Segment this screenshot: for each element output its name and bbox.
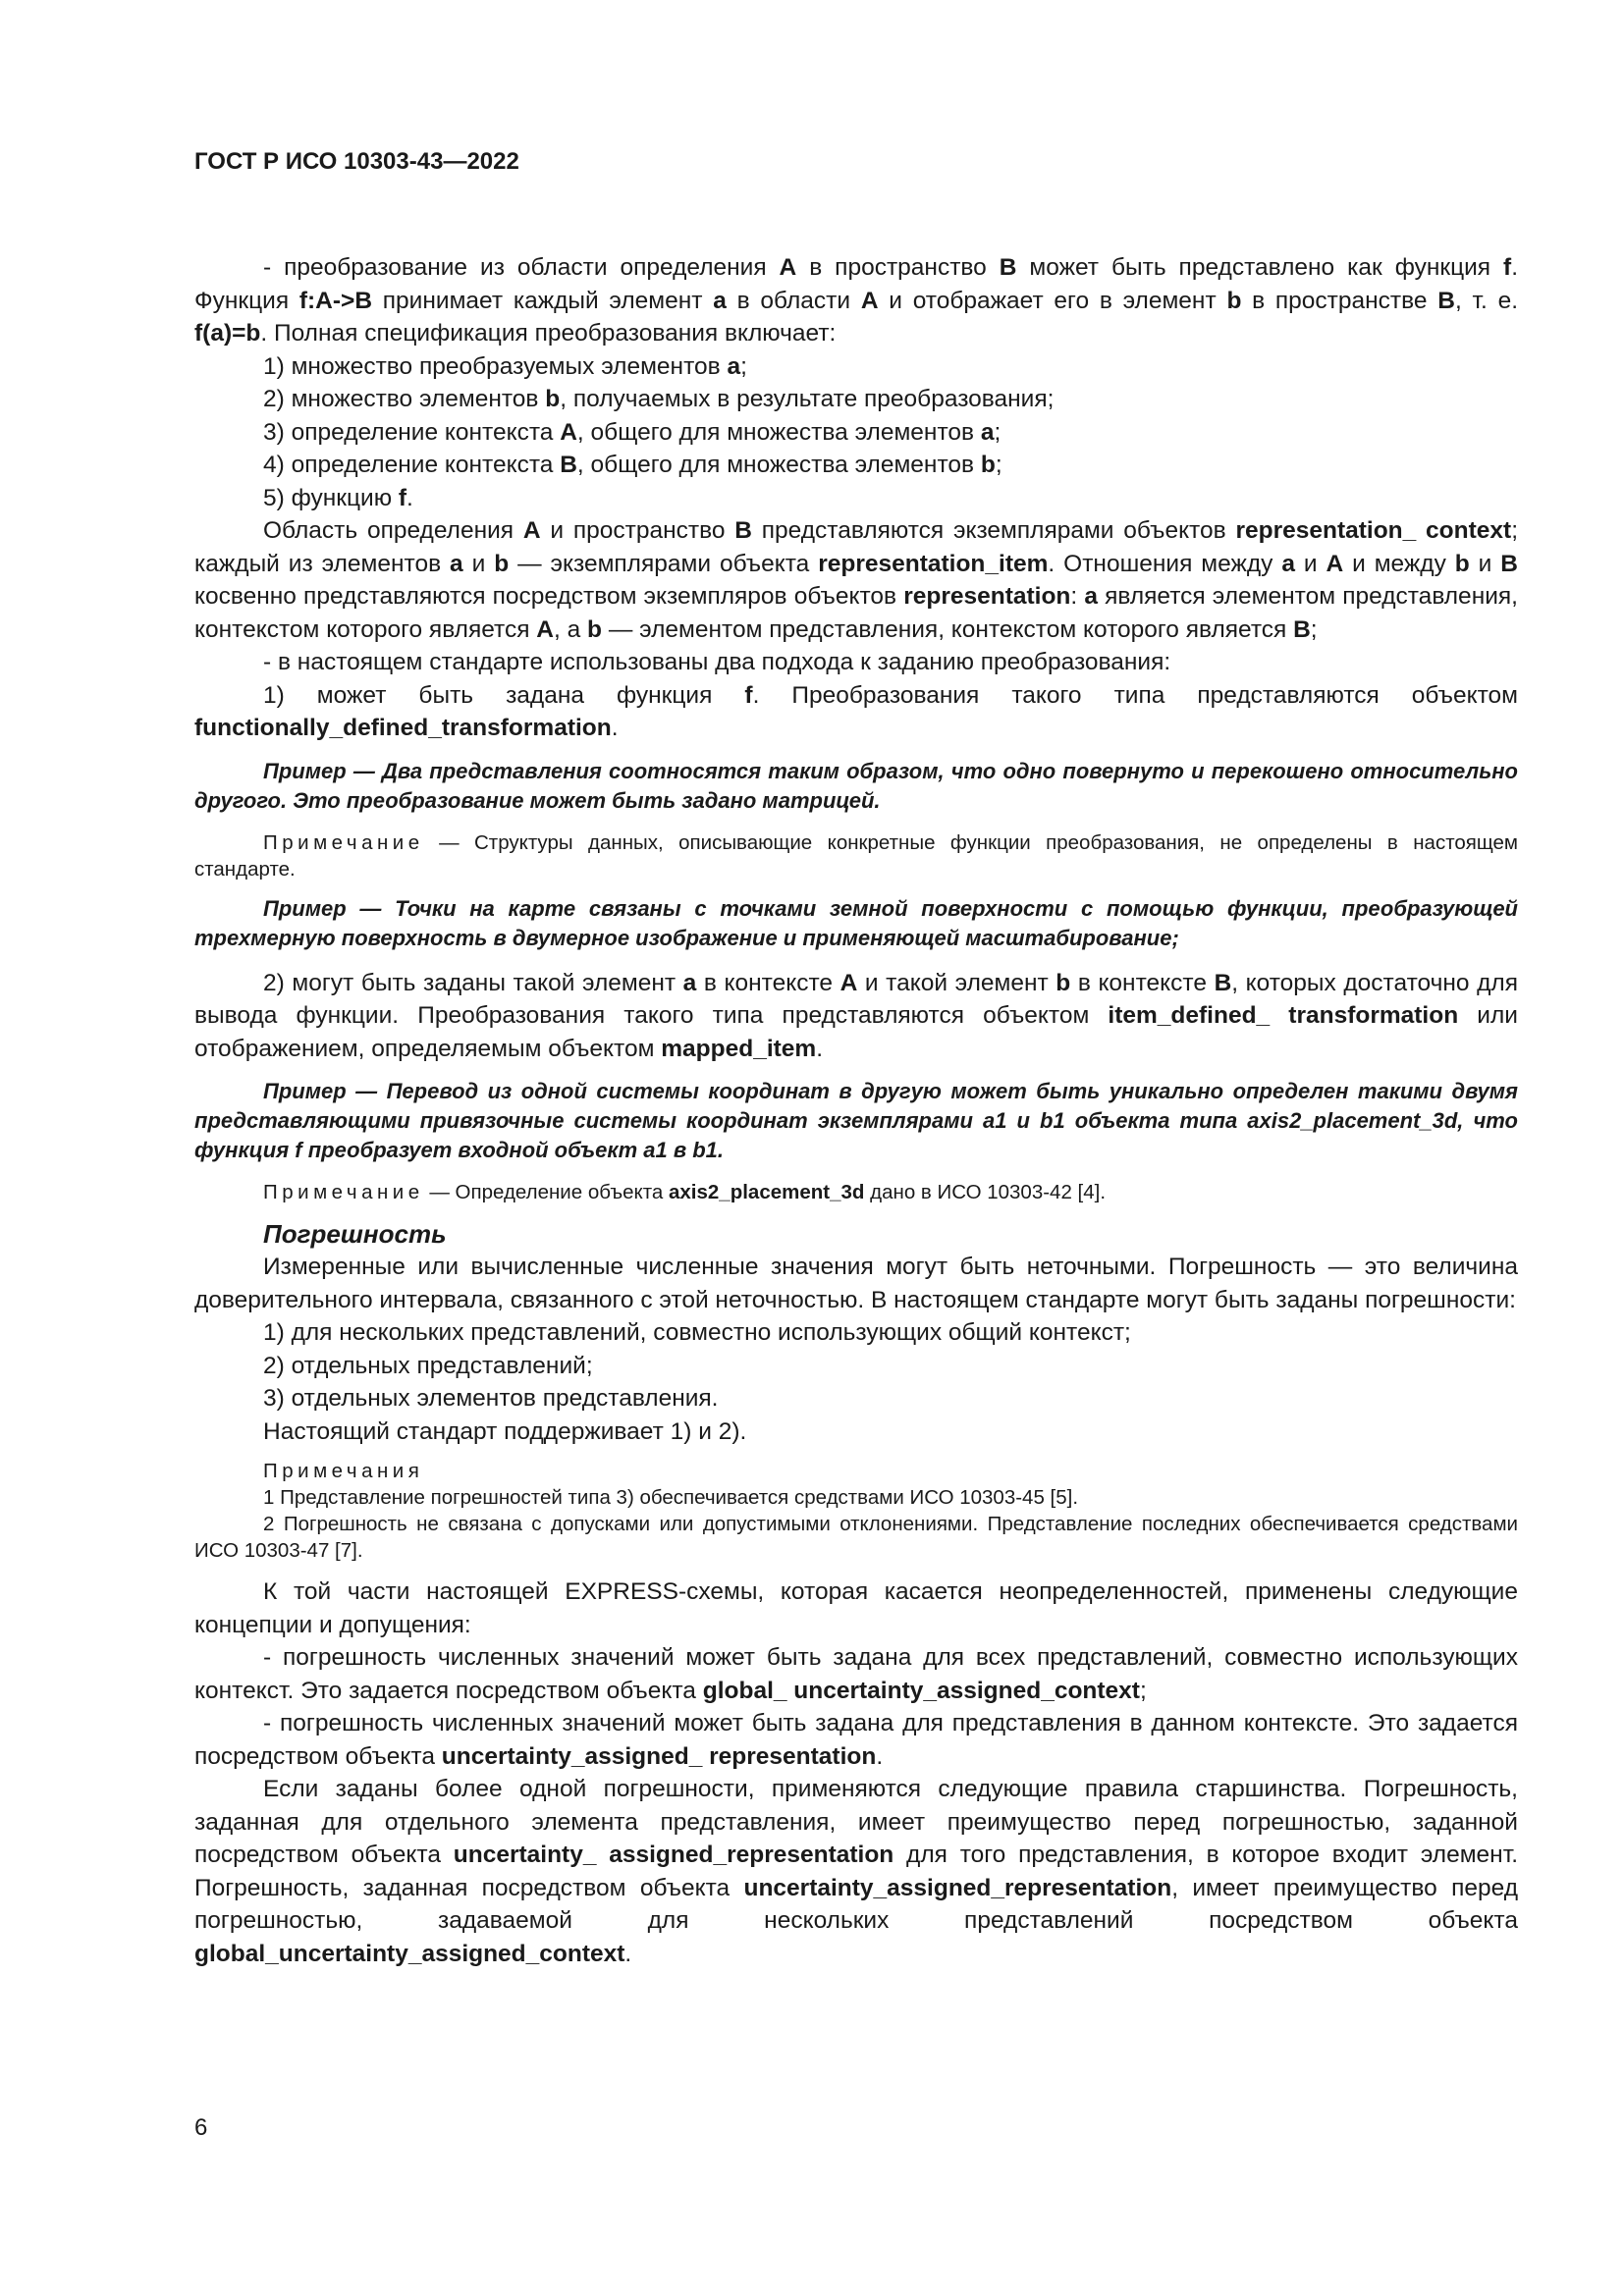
document-body <box>194 251 1518 1970</box>
list-item: 4) определение контекста B, общего для множества элементов b; <box>263 452 1002 478</box>
note-item: 1 Представление погрешностей типа 3) обеспечивается средствами ИСО 10303-45 [5]. <box>263 1486 1079 1509</box>
page-number: 6 <box>194 2114 208 2141</box>
example: Пример — Точки на карте связаны с точками земной поверхности с помощью функции, преобразующей трехмерную поверхность в двумерное изображение и применяющей масштабирование; <box>194 895 1518 950</box>
list-item: 3) отдельных элементов представления. <box>263 1385 719 1412</box>
list-item: 3) определение контекста A, общего для множества элементов a; <box>263 418 1001 446</box>
paragraph: 1) может быть задана функция f. Преобразования такого типа представляются объектом functionally_defined_transformation. <box>194 681 1518 741</box>
paragraph: - погрешность численных значений может быть задана для всех представлений, совместно использующих контекст. Это задается посредством объекта global_ uncertainty_assigned_context; <box>194 1644 1518 1704</box>
paragraph: Область определения A и пространство B представляются экземплярами объектов representation_ context; каждый из элементов a и b — экземплярами объекта representation_item. Отношения между a и A и между b и B косвенно представляются посредством экземпляров объектов representation: a является элементом представления, контекстом которого является A, а b — элементом представления, контекстом которого является B; <box>194 517 1518 643</box>
paragraph: - преобразование из области определения A в пространство B может быть представлено как функция f. Функция f:A->B принимает каждый элемент a в области A и отображает его в элемент b в пространстве B, т. е. f(a)=b. Полная спецификация преобразования включает: <box>194 254 1519 347</box>
list-item: 5) функцию f. <box>263 484 413 511</box>
list-item: 1) для нескольких представлений, совместно использующих общий контекст; <box>263 1319 1131 1346</box>
note <box>194 1179 1518 1205</box>
example: Пример — Два представления соотносятся таким образом, что одно повернуто и перекошено относительно другого. Это преобразование может быть задано матрицей. <box>194 758 1518 813</box>
paragraph: Измеренные или вычисленные численные значения могут быть неточными. Погрешность — это величина доверительного интервала, связанного с этой неточностью. В настоящем стандарте могут быть заданы погрешности: <box>194 1254 1518 1313</box>
paragraph: 2) могут быть заданы такой элемент a в контексте A и такой элемент b в контексте B, которых достаточно для вывода функции. Преобразования такого типа представляются объектом item_defined_ transformation или отображением, определяемым объектом mapped_item. <box>194 969 1518 1062</box>
note-text: — Структуры данных, описывающие конкретные функции преобразования, не определены в настоящем стандарте. <box>194 830 1518 881</box>
list-item: Настоящий стандарт поддерживает 1) и 2). <box>263 1417 747 1445</box>
list-item: - в настоящем стандарте использованы два подхода к заданию преобразования: <box>263 649 1171 675</box>
example: Пример — Перевод из одной системы координат в другую может быть уникально определен такими двумя представляющими привязочные системы координат экземплярами a1 и b1 объекта типа axis2_placement_3d, что функция f преобразует входной объект a1 в b1. <box>194 1079 1518 1162</box>
note <box>194 829 1518 882</box>
paragraph: К той части настоящей EXPRESS-схемы, которая касается неопределенностей, применены следующие концепции и допущения: <box>194 1578 1518 1638</box>
list-item: 2) множество элементов b, получаемых в результате преобразования; <box>263 386 1055 412</box>
note-label: Примечание <box>263 830 424 854</box>
note-item: 2 Погрешность не связана с допусками или допустимыми отклонениями. Представление последних обеспечивается средствами ИСО 10303-47 [7]. <box>194 1513 1518 1562</box>
document-page <box>194 147 1518 1970</box>
paragraph: Если заданы более одной погрешности, применяются следующие правила старшинства. Погрешность, заданная для отдельного элемента представления, имеет преимущество перед погрешностью, заданной посредством объекта uncertainty_ assigned_representation для того представления, в которое входит элемент. Погрешность, заданная посредством объекта uncertainty_assigned_representation, имеет преимущество перед погрешностью, задаваемой для нескольких представлений посредством объекта global_uncertainty_assigned_context. <box>194 1776 1519 1967</box>
list-item: 2) отдельных представлений; <box>263 1352 593 1379</box>
note-label: Примечание <box>263 1181 424 1203</box>
notes-heading: Примечания <box>263 1460 424 1482</box>
section-title: Погрешность <box>263 1219 447 1249</box>
paragraph: - погрешность численных значений может быть задана для представления в данном контексте. Это задается посредством объекта uncertainty_assigned_ representation. <box>194 1710 1518 1770</box>
list-item: 1) множество преобразуемых элементов a; <box>263 352 747 380</box>
note-text: — Определение объекта axis2_placement_3d дано в ИСО 10303-42 [4]. <box>423 1181 1107 1203</box>
document-header: ГОСТ Р ИСО 10303-43—2022 <box>194 148 519 175</box>
spacer <box>194 1564 1518 1575</box>
